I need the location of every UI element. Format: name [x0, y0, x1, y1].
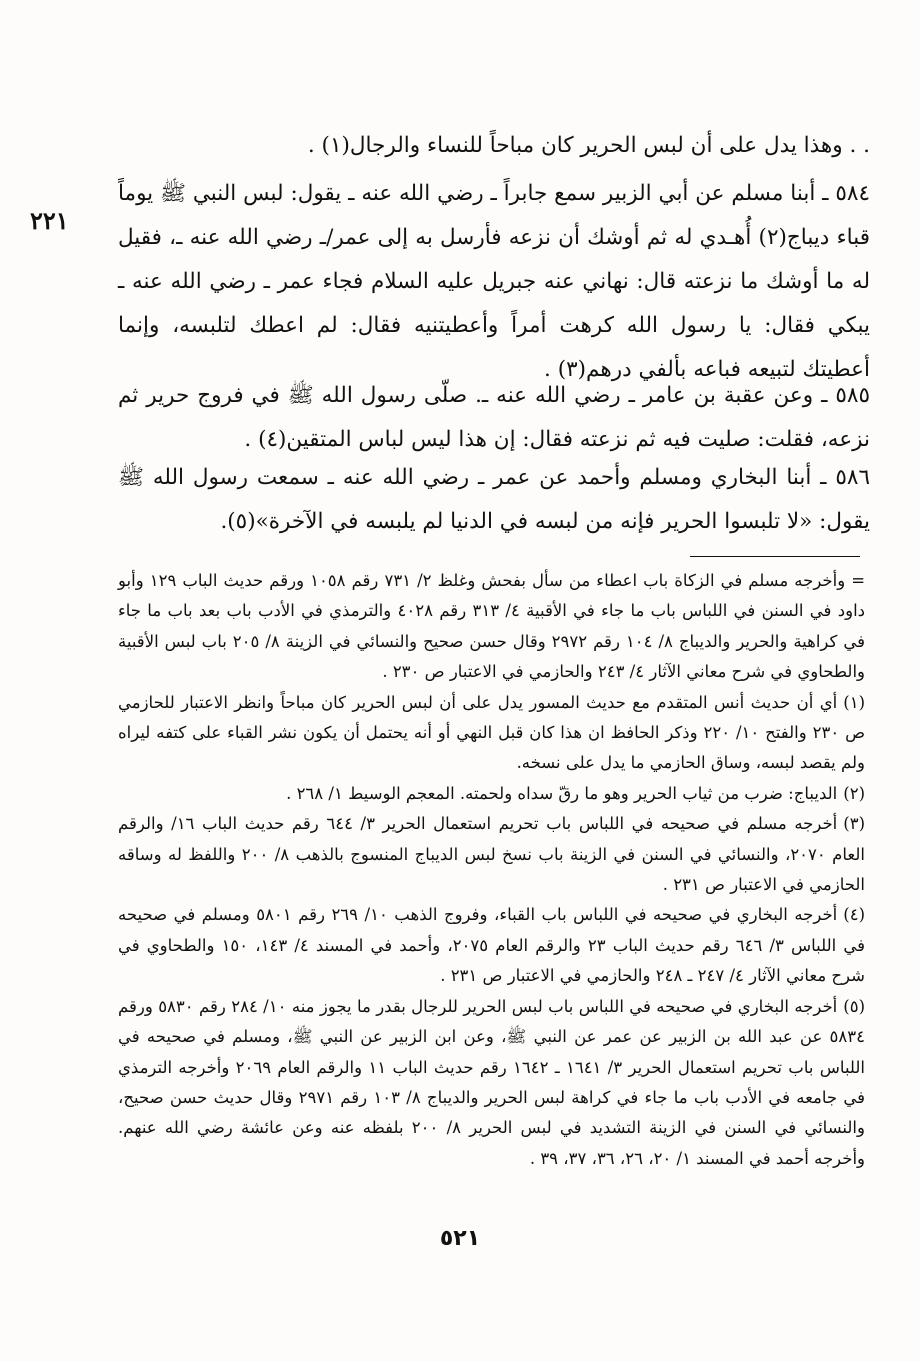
page-number: ٥٢١ [439, 1226, 481, 1251]
footnote-marker: (١) [843, 692, 865, 712]
hadith-584 [118, 172, 870, 392]
footnote-separator [690, 556, 860, 557]
footnote-1 [118, 688, 865, 779]
footnote-text: أخرجه البخاري في صحيحه في اللباس باب القباء، وفروج الذهب ١٠/ ٢٦٩ رقم ٥٨٠١ ومسلم في صحيحه في اللباس ٣/ ٦٤٦ رقم حديث الباب ٢٣ والرقم العام ٢٠٧٥، وأحمد في المسند ٤/ ١٤٣، ١٥٠ والطحاوي في شرح معاني الآثار ٤/ ٢٤٧ ـ ٢٤٨ والحازمي في الاعتبار ص ٢٣١ . [118, 905, 865, 986]
footnote-marker: (٥) [843, 996, 865, 1016]
footnote-marker: (٣) [843, 814, 865, 834]
intro-paragraph [118, 124, 870, 168]
hadith-586-text: ٥٨٦ ـ أبنا البخاري ومسلم وأحمد عن عمر ـ رضي الله عنه ـ سمعت رسول الله ﷺ يقول: «لا تلبسوا الحرير فإنه من لبسه في الدنيا لم يلبسه في الآخرة»(٥). [118, 465, 870, 534]
footnote-2 [118, 779, 865, 809]
hadith-585 [118, 374, 870, 462]
footnote-text: أخرجه البخاري في صحيحه في اللباس باب لبس الحرير للرجال بقدر ما يجوز منه ١٠/ ٢٨٤ رقم ٥٨٣٠ ورقم ٥٨٣٤ عن عبد الله بن الزبير عن عمر عن النبي ﷺ، وعن ابن الزبير عن النبي ﷺ، ومسلم في صحيحه في اللباس باب تحريم استعمال الحرير ٣/ ١٦٤١ ـ ١٦٤٢ رقم حديث الباب ١١ والرقم العام ٢٠٦٩ وأخرجه الترمذي في جامعه في الأدب باب ما جاء في كراهة لبس الحرير والديباج ٨/ ١٠٣ رقم ٢٩٧١ وقال حديث حسن صحيح، والنسائي في السنن في الزينة التشديد في لبس الحرير ٨/ ٢٠٠ بلفظه عنه وعن عائشة رضي الله عنهم. وأخرجه أحمد في المسند ١/ ٢٠، ٢٦، ٣٦، ٣٧، ٣٩ . [118, 996, 866, 1168]
footnote-text: وأخرجه مسلم في الزكاة باب اعطاء من سأل بفحش وغلظ ٢/ ٧٣١ رقم ١٠٥٨ ورقم حديث الباب ١٢٩ وأبو داود في السنن في اللباس باب ما جاء في الأقبية ٤/ ٣١٣ رقم ٤٠٢٨ والترمذي في الأدب باب بعد باب ما جاء في كراهية والحرير والديباج ٨/ ١٠٤ رقم ٢٩٧٢ وقال حسن صحيح والنسائي في الزينة ٨/ ٢٠٥ باب لبس الأقبية والطحاوي في شرح معاني الآثار ٤/ ٢٤٣ والحازمي في الاعتبار ص ٢٣٠ . [118, 571, 866, 682]
footnote-3 [118, 809, 865, 900]
hadith-584-text: ٥٨٤ ـ أبنا مسلم عن أبي الزبير سمع جابراً ـ رضي الله عنه ـ يقول: لبس النبي ﷺ يوماً قباء ديباج(٢) أُهـدي له ثم أوشك أن نزعه فأرسل به إلى عمر/ـ رضي الله عنه ـ، فقيل له ما أوشك ما نزعته قال: نهاني عنه جبريل عليه السلام فجاء عمر ـ رضي الله عنه ـ يبكي فقال: يا رسول الله كرهت أمراً وأعطيتنيه فقال: لم اعطك لتلبسه، وإنما أعطيتك لتبيعه فباعه بألفي درهم(٣) . [118, 181, 870, 382]
hadith-585-text: ٥٨٥ ـ وعن عقبة بن عامر ـ رضي الله عنه ـ. صلّى رسول الله ﷺ في فروج حرير ثم نزعه، فقلت: صليت فيه ثم نزعته فقال: إن هذا ليس لباس المتقين(٤) . [118, 383, 870, 452]
footnote-continuation [118, 566, 865, 688]
footnote-5 [118, 992, 865, 1174]
hadith-586 [118, 456, 870, 544]
footnotes [118, 566, 865, 1174]
footnote-marker: (٢) [843, 783, 865, 803]
footnote-text: أخرجه مسلم في صحيحه في اللباس باب تحريم استعمال الحرير ٣/ ٦٤٤ رقم حديث الباب ١٦/ والرقم العام ٢٠٧٠، والنسائي في السنن في الزينة باب نسخ لبس الديباج المنسوج بالذهب ٨/ ٢٠٠ واللفظ له وساقه الحازمي في الاعتبار ص ٢٣١ . [118, 814, 865, 895]
margin-page-number: ٢٢١ [30, 206, 69, 235]
footnote-marker: (٤) [843, 905, 866, 925]
footnote-4 [118, 900, 865, 991]
footnote-marker: = [851, 571, 866, 590]
intro-text: . . وهذا يدل على أن لبس الحرير كان مباحاً للنساء والرجال(١) . [307, 133, 870, 158]
footnote-text: الديباج: ضرب من ثياب الحرير وهو ما رقّ سداه ولحمته. المعجم الوسيط ١/ ٢٦٨ . [286, 783, 838, 803]
footnote-text: أي أن حديث أنس المتقدم مع حديث المسور يدل على أن لبس الحرير كان مباحاً وانظر الاعتبار للحازمي ص ٢٣٠ والفتح ١٠/ ٢٢٠ وذكر الحافظ ان هذا كان قبل النهي أو أنه يحتمل أن يكون نشر القباء على كتفه ليراه ولم يقصد لبسه، وساق الحازمي ما يدل على نسخه. [118, 692, 866, 773]
